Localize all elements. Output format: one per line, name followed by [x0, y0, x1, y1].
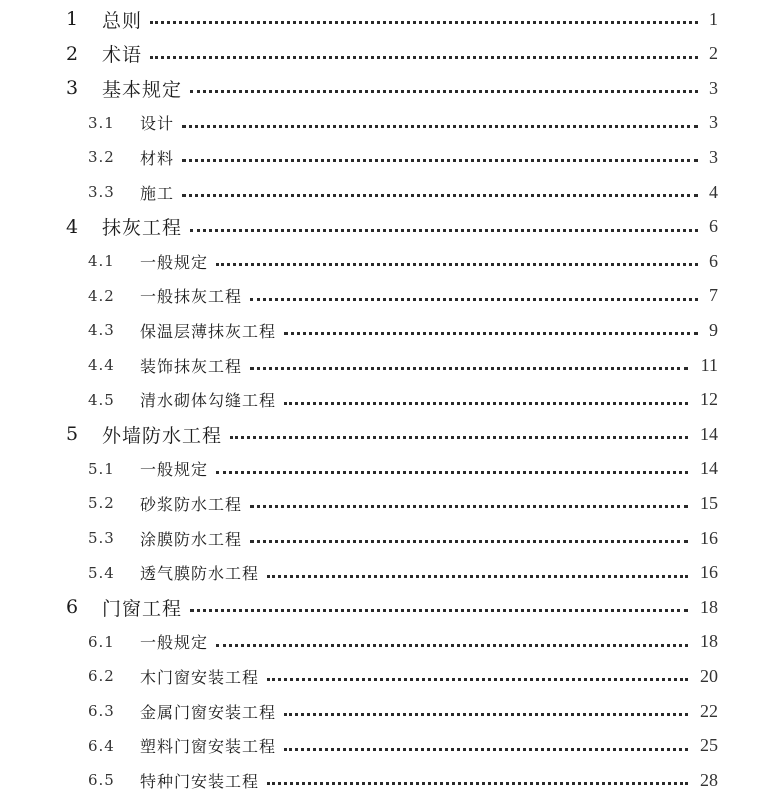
- entry-page-number: 3: [709, 77, 718, 98]
- entry-number: 5.1: [88, 459, 115, 478]
- entry-title: 塑料门窗安装工程: [140, 737, 277, 757]
- entry-page-number: 15: [700, 492, 718, 513]
- entry-title: 抹灰工程: [102, 217, 183, 240]
- entry-number: 1: [66, 8, 80, 30]
- entry-number: 4: [66, 215, 80, 238]
- entry-number: 5.2: [88, 494, 115, 513]
- entry-title: 一般规定: [140, 460, 209, 480]
- toc-section-entry[interactable]: [0, 385, 784, 415]
- entry-title: 术语: [102, 44, 143, 67]
- toc-section-entry[interactable]: [0, 454, 784, 484]
- entry-page-number: 6: [709, 250, 718, 271]
- toc-section-entry[interactable]: [0, 246, 784, 276]
- entry-number: 4.3: [88, 321, 115, 340]
- entry-page-number: 16: [700, 562, 718, 583]
- toc-chapter-entry[interactable]: [0, 4, 784, 34]
- entry-number: 3: [66, 77, 80, 100]
- dot-leader: [250, 540, 688, 543]
- entry-title: 设计: [140, 114, 175, 134]
- entry-number: 5: [66, 423, 80, 446]
- entry-page-number: 22: [700, 700, 718, 721]
- dot-leader: [284, 748, 688, 751]
- dot-leader: [267, 575, 688, 578]
- toc-section-entry[interactable]: [0, 177, 784, 207]
- toc-section-entry[interactable]: [0, 315, 784, 345]
- entry-page-number: 28: [700, 769, 718, 790]
- entry-title: 外墙防水工程: [102, 424, 223, 447]
- dot-leader: [250, 505, 688, 508]
- toc-section-entry[interactable]: [0, 627, 784, 657]
- entry-number: 4.4: [88, 356, 115, 374]
- entry-page-number: 18: [700, 596, 718, 617]
- entry-page-number: 9: [709, 319, 718, 340]
- dot-leader: [250, 298, 698, 301]
- entry-number: 3.3: [88, 183, 115, 201]
- entry-page-number: 3: [709, 112, 718, 133]
- entry-title: 清水砌体勾缝工程: [140, 391, 277, 411]
- entry-title: 砂浆防水工程: [140, 494, 243, 514]
- entry-number: 5.3: [88, 529, 115, 547]
- toc-chapter-entry[interactable]: [0, 592, 784, 622]
- dot-leader: [284, 402, 688, 405]
- entry-page-number: 20: [700, 665, 718, 686]
- toc-section-entry[interactable]: [0, 281, 784, 311]
- entry-number: 6: [66, 596, 80, 619]
- dot-leader: [190, 90, 698, 93]
- dot-leader: [182, 194, 698, 197]
- entry-number: 3.2: [88, 148, 115, 167]
- entry-page-number: 14: [700, 458, 718, 479]
- entry-number: 5.4: [88, 563, 115, 582]
- entry-title: 总则: [102, 9, 143, 32]
- toc-section-entry[interactable]: [0, 523, 784, 553]
- entry-number: 6.1: [88, 632, 115, 651]
- entry-title: 金属门窗安装工程: [140, 702, 277, 722]
- entry-number: 6.5: [88, 771, 115, 790]
- dot-leader: [216, 644, 688, 647]
- entry-number: 6.2: [88, 667, 115, 686]
- entry-title: 一般抹灰工程: [140, 287, 243, 307]
- toc-section-entry[interactable]: [0, 488, 784, 518]
- dot-leader: [267, 678, 688, 681]
- toc-chapter-entry[interactable]: [0, 419, 784, 449]
- entry-page-number: 6: [709, 216, 718, 237]
- toc-chapter-entry[interactable]: [0, 73, 784, 103]
- entry-page-number: 2: [709, 43, 718, 64]
- dot-leader: [182, 159, 698, 162]
- toc-chapter-entry[interactable]: [0, 212, 784, 242]
- entry-title: 门窗工程: [102, 597, 183, 620]
- toc-section-entry[interactable]: [0, 350, 784, 380]
- dot-leader: [284, 713, 688, 716]
- entry-title: 基本规定: [102, 78, 183, 101]
- entry-title: 装饰抹灰工程: [140, 356, 243, 376]
- entry-page-number: 18: [700, 631, 718, 652]
- dot-leader: [284, 332, 698, 335]
- toc-section-entry[interactable]: [0, 696, 784, 726]
- dot-leader: [190, 229, 698, 232]
- dot-leader: [190, 609, 688, 612]
- entry-page-number: 11: [700, 354, 718, 375]
- entry-number: 4.2: [88, 286, 115, 305]
- entry-page-number: 4: [709, 181, 718, 202]
- entry-number: 2: [66, 42, 80, 65]
- toc-section-entry[interactable]: [0, 765, 784, 795]
- entry-title: 木门窗安装工程: [140, 667, 260, 687]
- dot-leader: [182, 125, 698, 128]
- entry-title: 透气膜防水工程: [140, 564, 260, 584]
- entry-title: 一般规定: [140, 633, 209, 653]
- dot-leader: [150, 21, 698, 24]
- toc-section-entry[interactable]: [0, 108, 784, 138]
- entry-title: 涂膜防水工程: [140, 529, 243, 549]
- toc-section-entry[interactable]: [0, 558, 784, 588]
- dot-leader: [250, 367, 688, 370]
- entry-page-number: 3: [709, 146, 718, 167]
- entry-number: 3.1: [88, 113, 115, 132]
- entry-number: 6.3: [88, 702, 115, 720]
- entry-title: 施工: [140, 183, 175, 203]
- toc-chapter-entry[interactable]: [0, 39, 784, 69]
- entry-page-number: 7: [709, 285, 718, 306]
- entry-page-number: 14: [700, 423, 718, 444]
- dot-leader: [267, 782, 688, 785]
- entry-title: 保温层薄抹灰工程: [140, 321, 277, 341]
- entry-number: 4.1: [88, 252, 115, 271]
- entry-page-number: 25: [700, 735, 718, 756]
- dot-leader: [216, 263, 698, 266]
- entry-title: 材料: [140, 148, 175, 168]
- toc-section-entry[interactable]: [0, 661, 784, 691]
- entry-title: 一般规定: [140, 252, 209, 272]
- entry-title: 特种门安装工程: [140, 771, 260, 791]
- dot-leader: [216, 471, 688, 474]
- entry-page-number: 1: [709, 8, 718, 29]
- dot-leader: [230, 436, 688, 439]
- toc-section-entry[interactable]: [0, 731, 784, 761]
- dot-leader: [150, 56, 698, 59]
- toc-section-entry[interactable]: [0, 142, 784, 172]
- entry-page-number: 16: [700, 527, 718, 548]
- entry-page-number: 12: [700, 389, 718, 410]
- entry-number: 4.5: [88, 390, 115, 409]
- entry-number: 6.4: [88, 736, 115, 755]
